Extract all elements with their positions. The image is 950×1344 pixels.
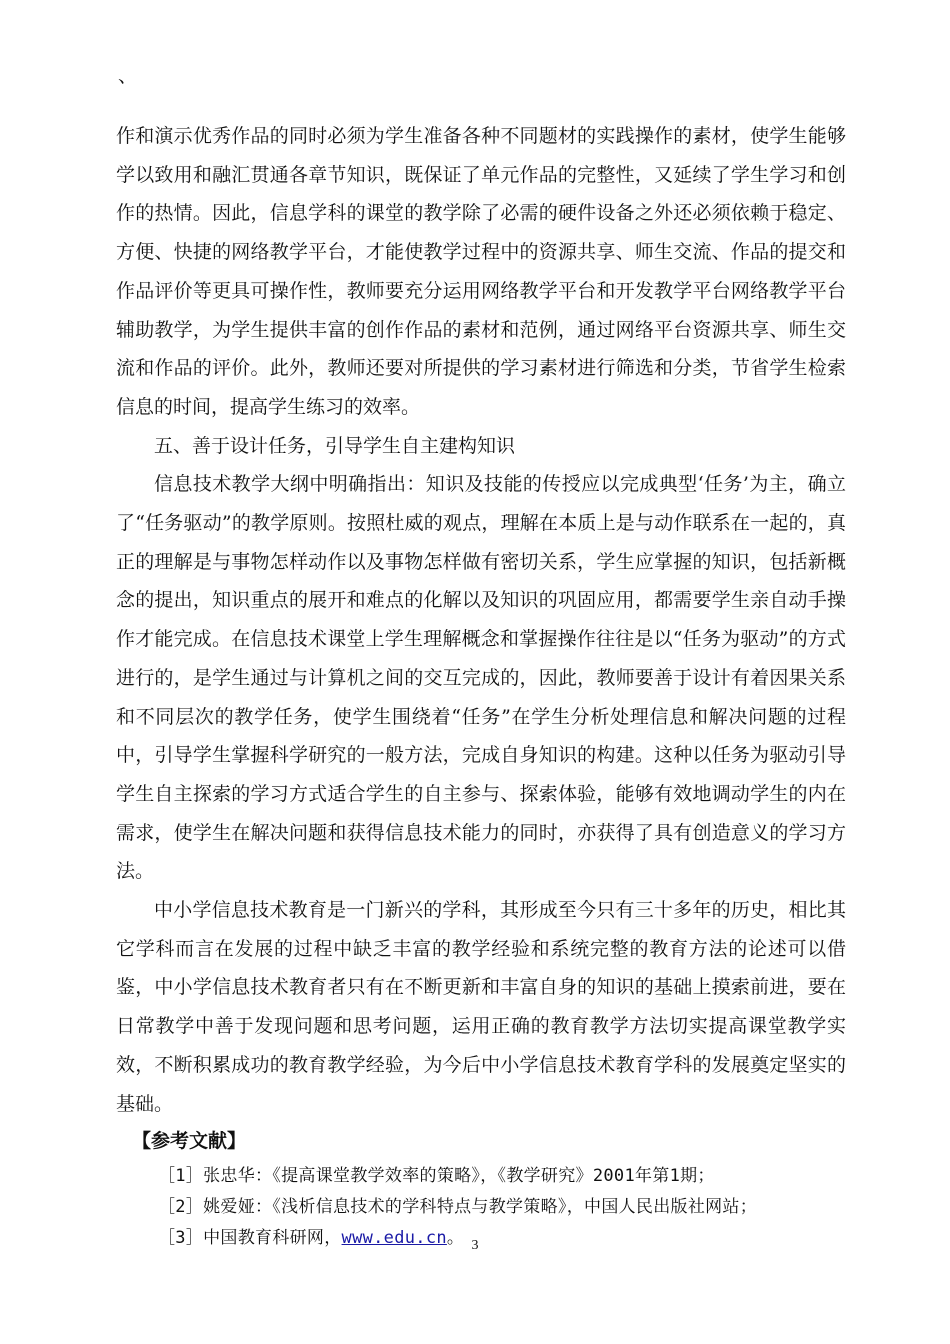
section-heading: 五、善于设计任务，引导学生自主建构知识 xyxy=(154,434,516,457)
paragraph-task-driven: 信息技术教学大纲中明确指出：知识及技能的传授应以完成典型‘任务’为主，确立了“任务驱动”的教学原则。按照杜威的观点，理解在本质上是与动作联系在一起的，真正的理解是与事物怎样动作以及事物怎样做有密切关系，学生应掌握的知识，包括新概念的提出，知识重点的展开和难点的化解以及知识的巩固应用，都需要学生亲自动手操作才能完成。在信息技术课堂上学生理解概念和掌握操作往往是以“任务为驱动”的方式进行的，是学生通过与计算机之间的交互完成的，因此，教师要善于设计有着因果关系和不同层次的教学任务，使学生围绕着“任务”在学生分析处理信息和解决问题的过程中，引导学生掌握科学研究的一般方法，完成自身知识的构建。这种以任务为驱动引导学生自主探索的学习方式适合学生的自主参与、探索体验，能够有效地调动学生的内在需求，使学生在解决问题和获得信息技术能力的同时，亦获得了具有创造意义的学习方法。 xyxy=(116,473,846,883)
reference-3-prefix: ［3］中国教育科研网， xyxy=(158,1228,342,1249)
paragraph-conclusion: 中小学信息技术教育是一门新兴的学科，其形成至今只有三十多年的历史，相比其它学科而言在发展的过程中缺乏丰富的教学经验和系统完整的教育方法的论述可以借鉴，中小学信息技术教育者只有在不断更新和丰富自身的知识的基础上摸索前进，要在日常教学中善于发现问题和思考问题，运用正确的教育教学方法切实提高课堂教学实效，不断积累成功的教育教学经验，为今后中小学信息技术教育学科的发展奠定坚实的基础。 xyxy=(116,899,846,1115)
reference-link[interactable]: www.edu.cn xyxy=(341,1228,447,1249)
reference-item-2: ［2］姚爱娅：《浅析信息技术的学科特点与教学策略》，中国人民出版社网站； xyxy=(158,1197,758,1218)
reference-3-suffix: 。 xyxy=(446,1228,465,1249)
document-body xyxy=(116,117,846,1254)
paragraph-continued: 作和演示优秀作品的同时必须为学生准备各种不同题材的实践操作的素材，使学生能够学以致用和融汇贯通各章节知识，既保证了单元作品的完整性，又延续了学生学习和创作的热情。因此，信息学科的课堂的教学除了必需的硬件设备之外还必须依赖于稳定、方便、快捷的网络教学平台，才能使教学过程中的资源共享、师生交流、作品的提交和作品评价等更具可操作性，教师要充分运用网络教学平台和开发教学平台网络教学平台辅助教学，为学生提供丰富的创作作品的素材和范例，通过网络平台资源共享、师生交流和作品的评价。此外，教师还要对所提供的学习素材进行筛选和分类，节省学生检索信息的时间，提高学生练习的效率。 xyxy=(116,125,846,418)
references-title: 【参考文献】 xyxy=(132,1130,247,1153)
top-punctuation-mark: 、 xyxy=(118,65,138,87)
reference-item-1: ［1］张忠华：《提高课堂教学效率的策略》，《教学研究》2001年第1期； xyxy=(158,1166,715,1187)
page-number: 3 xyxy=(471,1238,479,1253)
